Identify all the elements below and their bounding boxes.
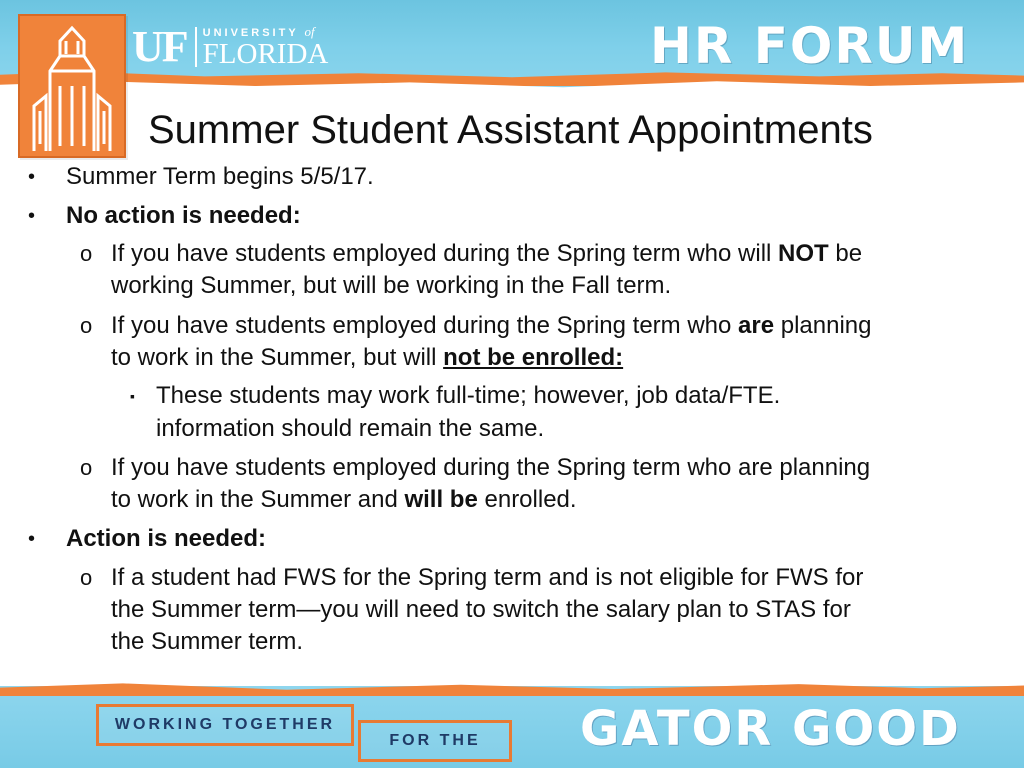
gator-good-slogan: GATOR GOOD bbox=[580, 701, 961, 757]
sub-bullet-fws-cont: the Summer term—you will need to switch the salary plan to STAS for bbox=[111, 596, 851, 623]
bullet-marker: • bbox=[28, 205, 36, 227]
footer-white-stripe bbox=[0, 676, 1024, 686]
sub-bullet-fws: If a student had FWS for the Spring term and is not eligible for FWS for bbox=[111, 564, 864, 591]
uf-logo-florida: FLORIDA bbox=[202, 38, 329, 70]
sub-bullet-not-working-summer: If you have students employed during the Spring term who will NOT be bbox=[111, 240, 863, 267]
uf-logo-university: UNIVERSITY of bbox=[202, 24, 315, 39]
uf-logo bbox=[132, 22, 328, 72]
sub-sub-bullet-full-time: These students may work full-time; however, job data/FTE. bbox=[156, 382, 781, 409]
sub-bullet-marker: o bbox=[80, 313, 93, 338]
bullet-marker: • bbox=[28, 528, 36, 550]
century-tower-icon bbox=[20, 16, 124, 156]
bullet-action-needed: Action is needed: bbox=[66, 525, 267, 552]
slide-title: Summer Student Assistant Appointments bbox=[148, 108, 873, 152]
century-tower-logo bbox=[18, 14, 126, 158]
sub-bullet-not-enrolled: If you have students employed during the Spring term who are planning bbox=[111, 312, 872, 339]
sub-bullet-will-be-enrolled: If you have students employed during the Spring term who are planning bbox=[111, 454, 871, 481]
sub-bullet-fws-cont2: the Summer term. bbox=[111, 628, 304, 655]
bullet-marker: • bbox=[28, 166, 36, 188]
uf-logo-mark: UF bbox=[132, 22, 187, 71]
tag-for-the: FOR THE bbox=[358, 720, 512, 762]
sub-bullet-not-enrolled-cont: to work in the Summer, but will not be enrolled: bbox=[111, 344, 624, 371]
tag-working-together: WORKING TOGETHER bbox=[96, 704, 354, 746]
sub-sub-bullet-full-time-cont: information should remain the same. bbox=[156, 415, 545, 442]
hr-forum-title: HR FORUM bbox=[650, 17, 970, 75]
uf-logo-divider bbox=[195, 27, 197, 67]
sub-bullet-will-be-enrolled-cont: to work in the Summer and will be enrolled. bbox=[111, 486, 577, 513]
bullet-summer-term: Summer Term begins 5/5/17. bbox=[66, 163, 374, 190]
bullet-no-action: No action is needed: bbox=[66, 202, 301, 229]
sub-bullet-not-working-summer-cont: working Summer, but will be working in the Fall term. bbox=[111, 272, 672, 299]
sub-bullet-marker: o bbox=[80, 565, 93, 590]
sub-bullet-marker: o bbox=[80, 455, 93, 480]
sub-bullet-marker: o bbox=[80, 241, 93, 266]
sub-sub-bullet-marker: ▪ bbox=[130, 388, 135, 404]
uf-logo-wordmark bbox=[203, 25, 329, 69]
